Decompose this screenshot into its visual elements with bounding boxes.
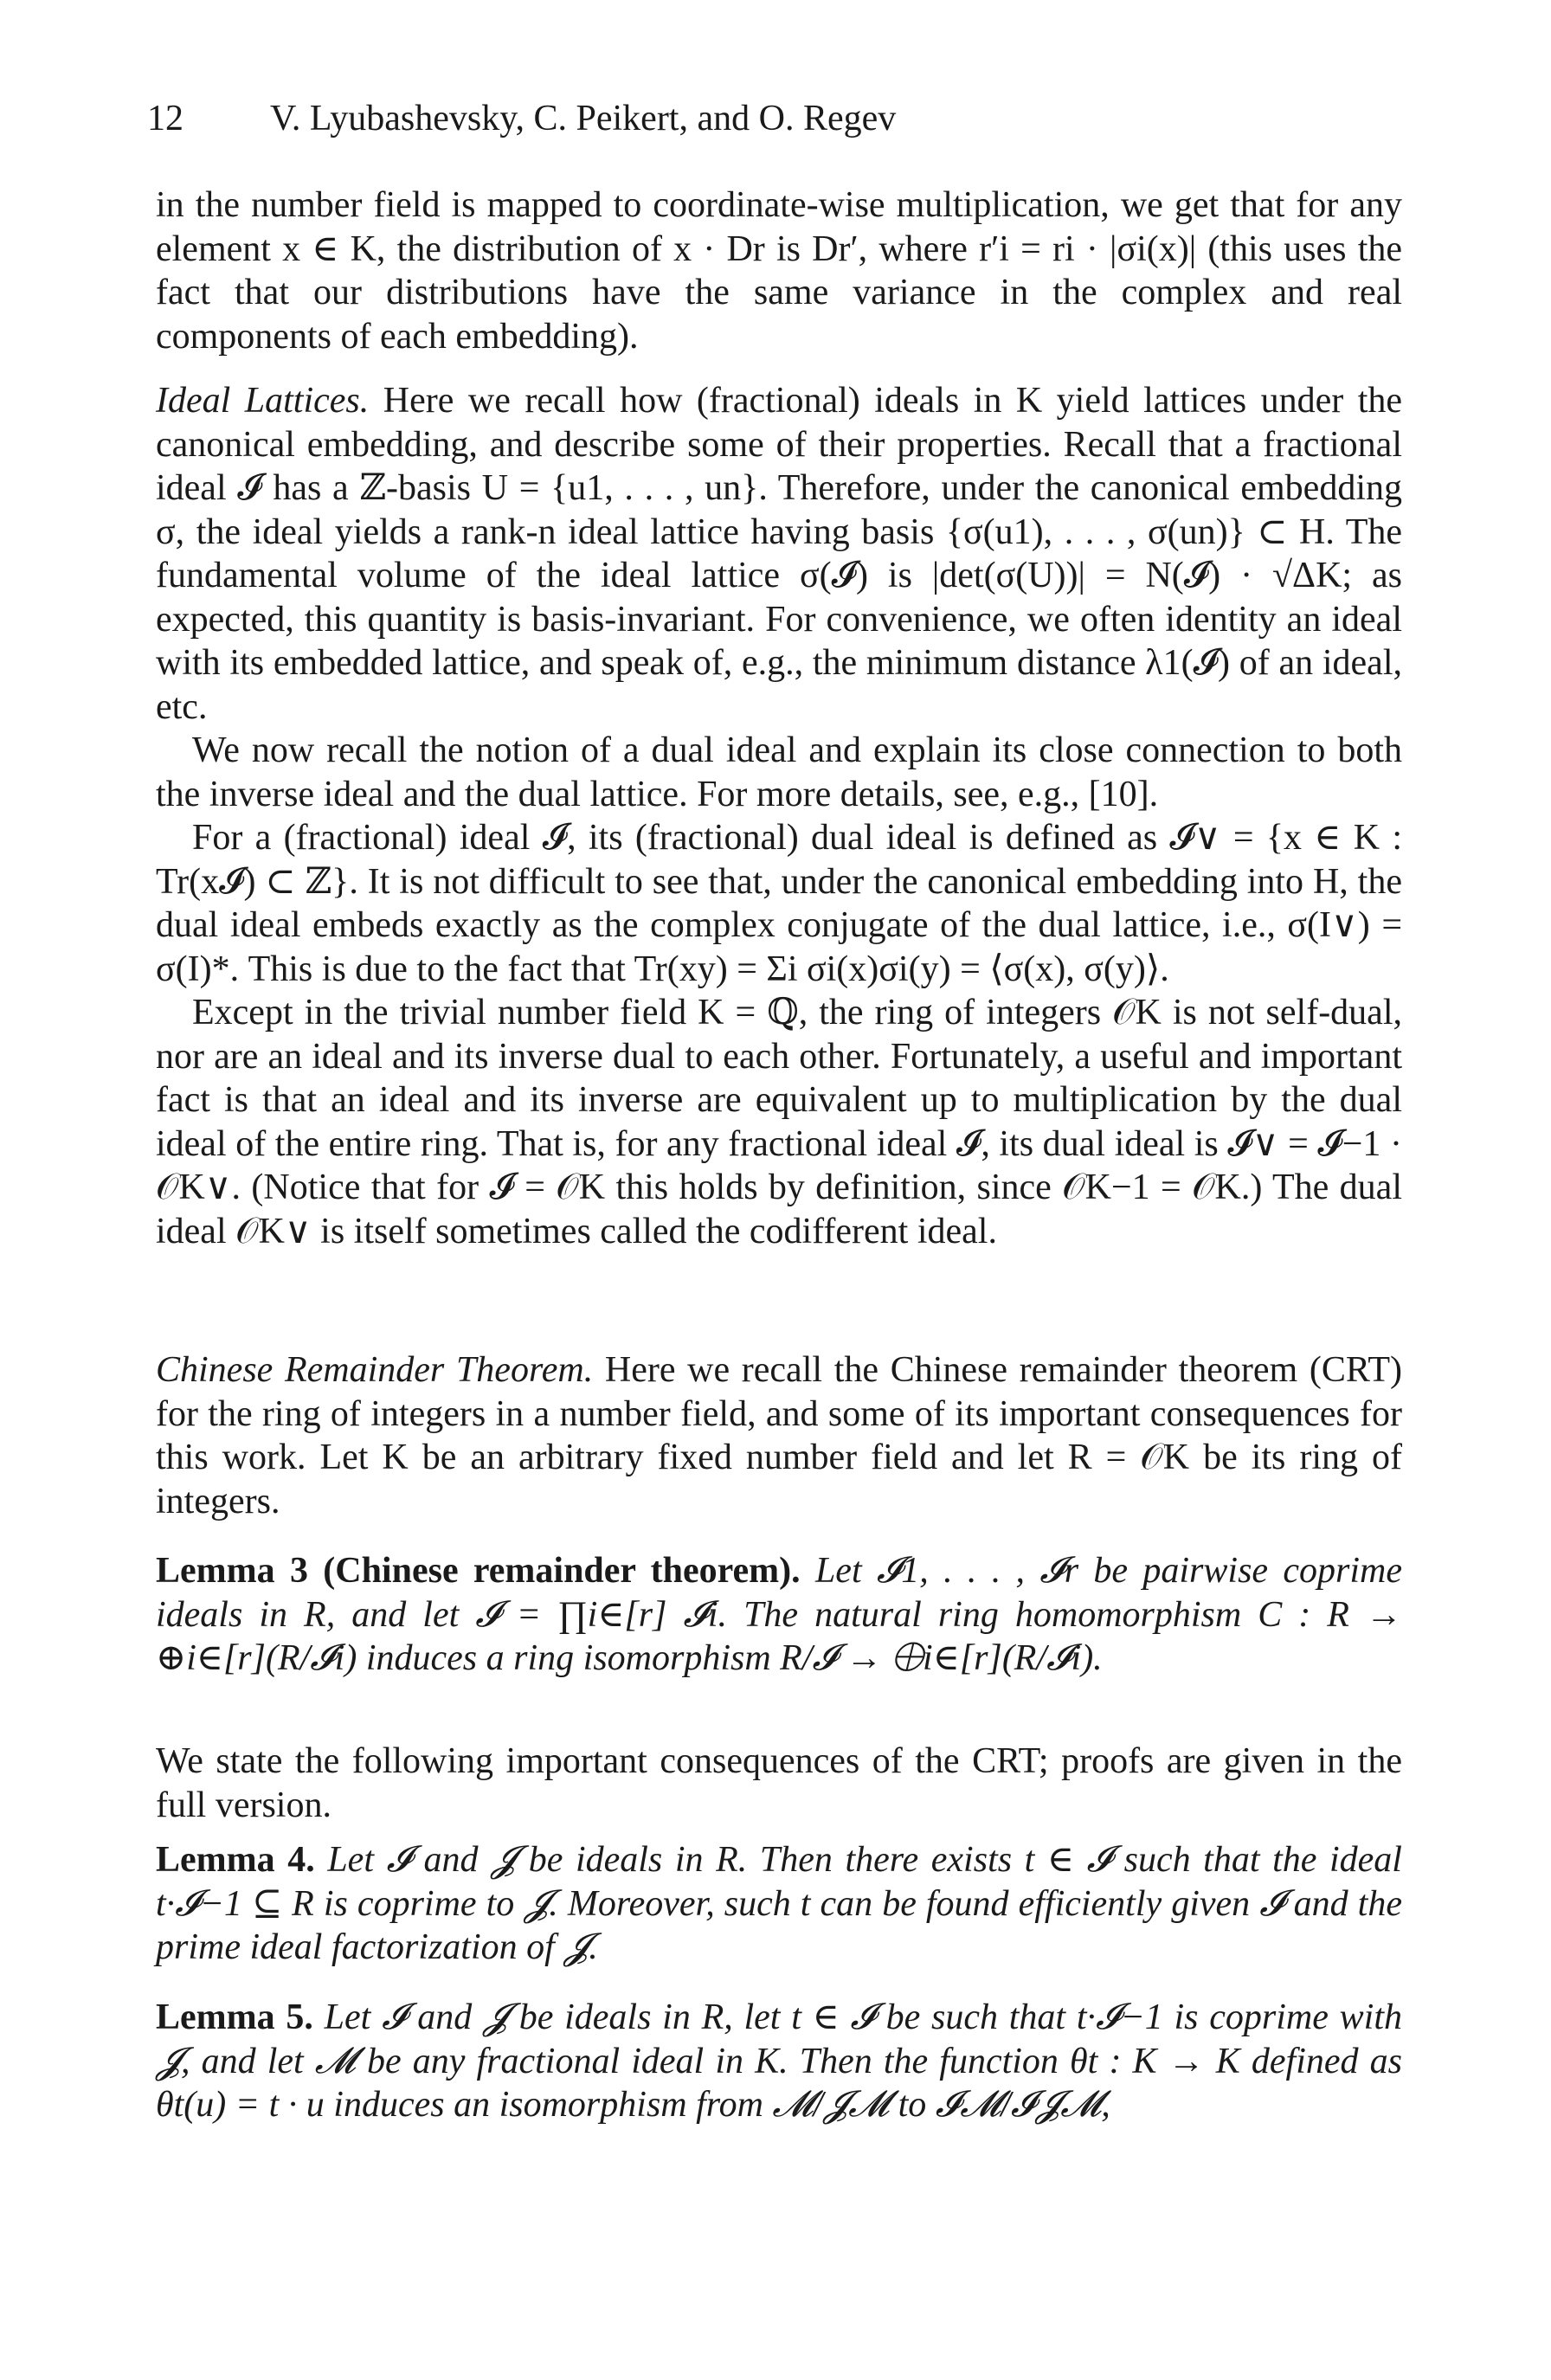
- crt-p1: Here we recall the Chinese remainder theorem (CRT) for the ring of integers in a number field, and some of its important consequences for this work. Let K be an arbitrary fixed number field and let R = 𝒪K be its ring of integers.: [156, 1350, 1402, 1521]
- ideal-lattices-p1: Here we recall how (fractional) ideals in K yield lattices under the canonical embedding, and describe some of their properties. Recall that a fractional ideal 𝓘 has a ℤ-basis U = {u1, . . . , un}. Therefore, under the canonical embedding σ, the ideal yields a rank-n ideal lattice having basis {σ(u1), . . . , σ(un)} ⊂ H. The fundamental volume of the ideal lattice σ(𝓘) is |det(σ(U))| = N(𝓘) · √ΔK; as expected, this quantity is basis-invariant. For convenience, we often identity an ideal with its embedded lattice, and speak of, e.g., the minimum distance λ1(𝓘) of an ideal, etc.: [156, 381, 1403, 727]
- lemma-4-label: Lemma 4.: [156, 1840, 315, 1880]
- lemma-5: [156, 1996, 1402, 2127]
- lemma-3-statement: Let 𝓘1, . . . , 𝓘r be pairwise coprime ideals in R, and let 𝓘 = ∏i∈[r] 𝓘i. The natural ring homomorphism C : R → ⊕i∈[r](R/𝓘i) induces a ring isomorphism R/𝓘 → ⨁i∈[r](R/𝓘i).: [156, 1551, 1402, 1678]
- ideal-lattices-p1-wrap: [156, 379, 1402, 729]
- crt-p1-wrap: [156, 1348, 1402, 1523]
- consequences-block: [156, 1740, 1402, 1827]
- lemma-5-wrap: [156, 1996, 1402, 2127]
- intro-paragraph-block: [156, 183, 1402, 358]
- page-header: [147, 97, 1411, 144]
- page-number: 12: [147, 99, 183, 138]
- lemma-4-statement: Let 𝓘 and 𝓙 be ideals in R. Then there exists t ∈ 𝓘 such that the ideal t·𝓘−1 ⊆ R is coprime to 𝓙. Moreover, such t can be found efficiently given 𝓘 and the prime ideal factorization of 𝓙.: [156, 1840, 1402, 1967]
- lemma-4-wrap: [156, 1838, 1402, 1970]
- lemma-3-wrap: [156, 1549, 1402, 1681]
- intro-paragraph: in the number field is mapped to coordinate-wise multiplication, we get that for any element x ∈ K, the distribution of x · Dr is Dr′, where r′i = ri · |σi(x)| (this uses the fact that our distributions have the same variance in the complex and real components of each embedding).: [156, 185, 1402, 357]
- ideal-lattices-heading: Ideal Lattices.: [156, 381, 370, 421]
- ideal-lattices-section: [156, 379, 1402, 1253]
- lemma-3-label: Lemma 3 (Chinese remainder theorem).: [156, 1551, 801, 1591]
- lemma-5-statement: Let 𝓘 and 𝓙 be ideals in R, let t ∈ 𝓘 be such that t·𝓘−1 is coprime with 𝓙, and let 𝓜 be any fractional ideal in K. Then the function θt : K → K defined as θt(u) = t · u induces an isomorphism from 𝓜/𝓙𝓜 to 𝓘𝓜/𝓘𝓙𝓜,: [156, 1997, 1403, 2125]
- lemma-3: [156, 1549, 1402, 1681]
- consequences-paragraph: We state the following important consequences of the CRT; proofs are given in the full version.: [156, 1741, 1402, 1825]
- crt-section: [156, 1348, 1402, 1523]
- lemma-4: [156, 1838, 1402, 1970]
- ideal-lattices-p3: For a (fractional) ideal 𝓘, its (fractional) dual ideal is defined as 𝓘∨ = {x ∈ K : Tr(x𝓘) ⊂ ℤ}. It is not difficult to see that, under the canonical embedding into H, the dual ideal embeds exactly as the complex conjugate of the dual lattice, i.e., σ(I∨) = σ(I)*. This is due to the fact that Tr(xy) = Σi σi(x)σi(y) = ⟨σ(x), σ(y)⟩.: [156, 818, 1402, 989]
- ideal-lattices-p4: Except in the trivial number field K = ℚ, the ring of integers 𝒪K is not self-dual, nor are an ideal and its inverse dual to each other. Fortunately, a useful and important fact is that an ideal and its inverse are equivalent up to multiplication by the dual ideal of the entire ring. That is, for any fractional ideal 𝓘, its dual ideal is 𝓘∨ = 𝓘−1 · 𝒪K∨. (Notice that for 𝓘 = 𝒪K this holds by definition, since 𝒪K−1 = 𝒪K.) The dual ideal 𝒪K∨ is itself sometimes called the codifferent ideal.: [156, 993, 1402, 1251]
- ideal-lattices-p2: We now recall the notion of a dual ideal and explain its close connection to both the inverse ideal and the dual lattice. For more details, see, e.g., [10].: [156, 730, 1402, 814]
- running-head: V. Lyubashevsky, C. Peikert, and O. Regev: [270, 99, 897, 138]
- crt-heading: Chinese Remainder Theorem.: [156, 1350, 594, 1390]
- lemma-5-label: Lemma 5.: [156, 1997, 313, 2037]
